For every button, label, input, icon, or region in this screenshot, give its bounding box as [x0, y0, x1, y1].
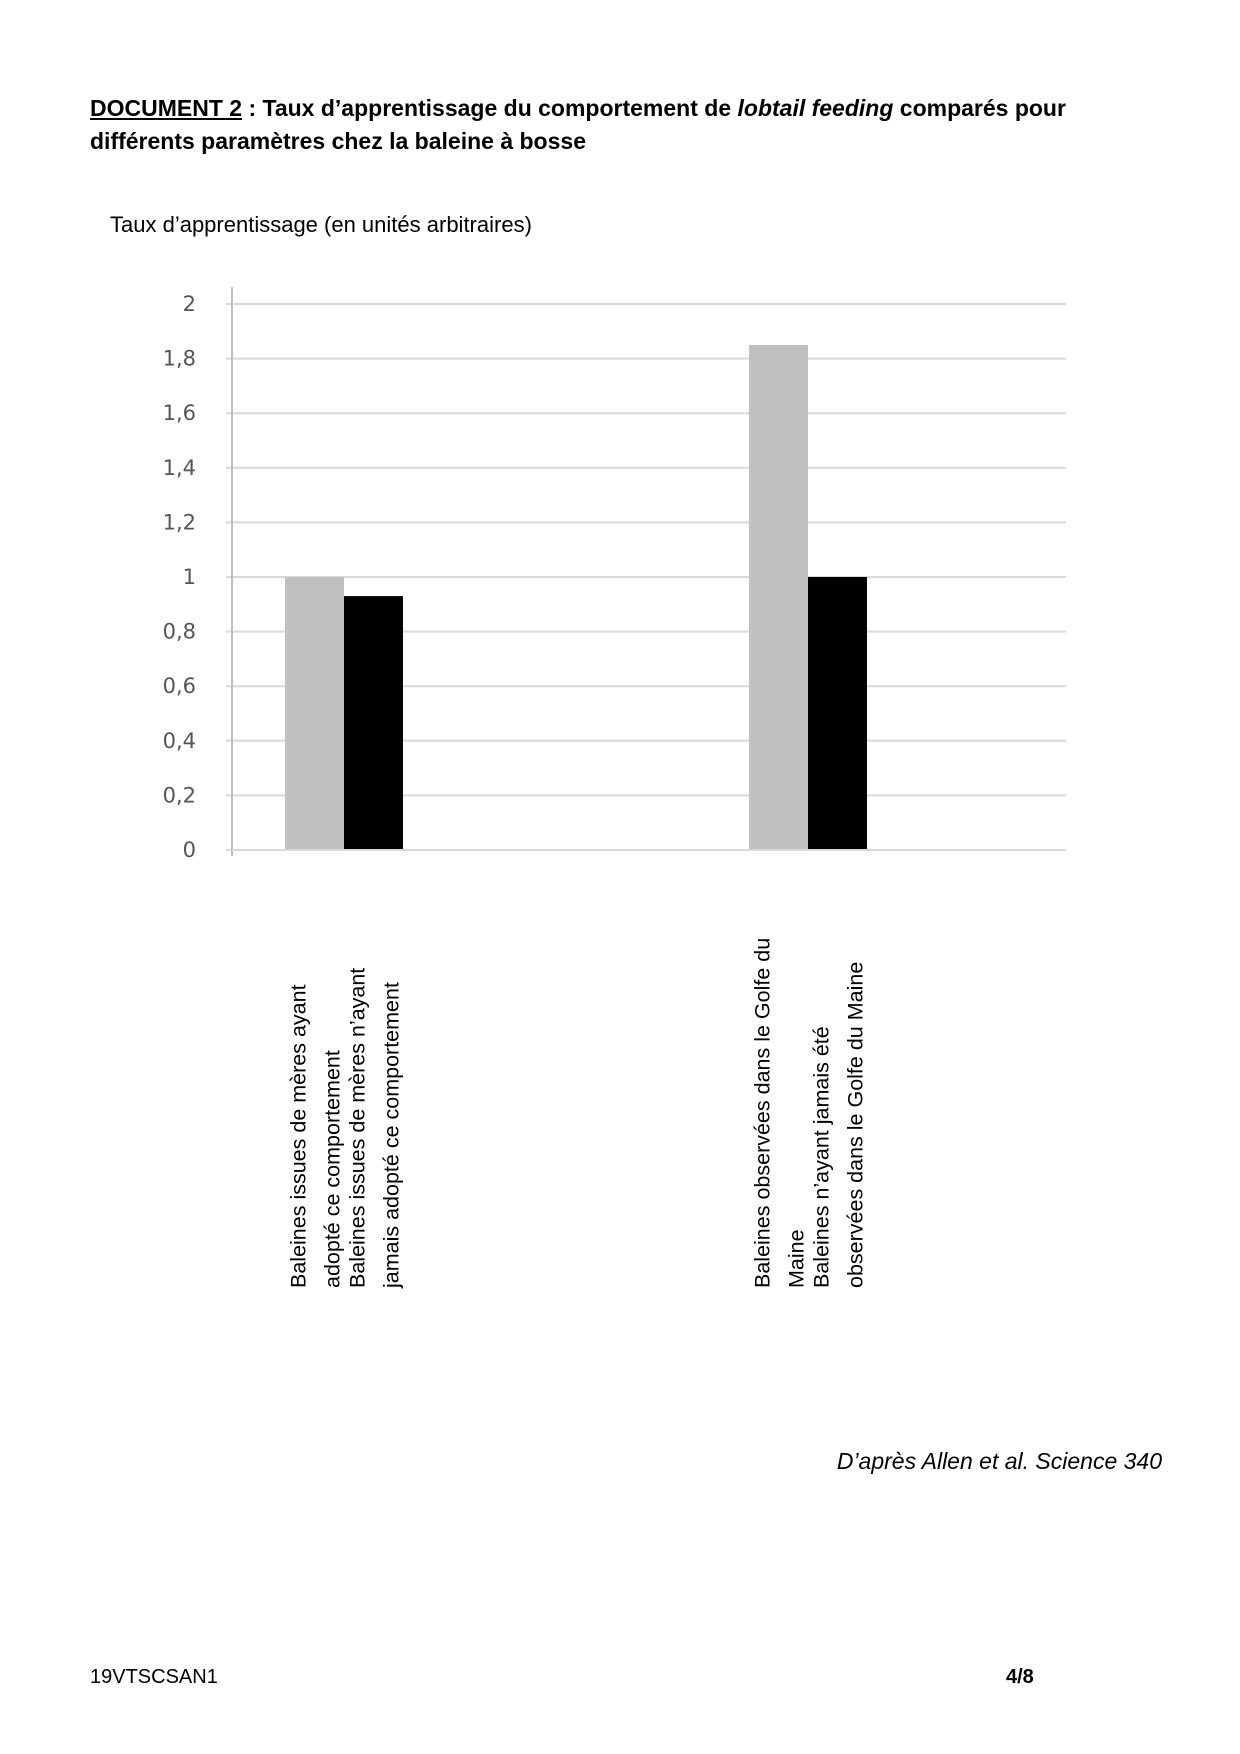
bar: [285, 577, 344, 850]
title-text-2: comparés pour différents paramètres chez la baleine à bosse: [90, 95, 1066, 154]
y-tick-label: 0,4: [162, 728, 196, 753]
category-label-line: adopté ce comportement: [320, 1050, 345, 1288]
title-text-1: : Taux d’apprentissage du comportement de: [242, 95, 738, 121]
category-label-line: Baleines issues de mères ayant: [286, 984, 311, 1288]
y-tick-label: 1,2: [162, 510, 196, 535]
category-label-line: Baleines observées dans le Golfe du: [750, 937, 775, 1288]
category-label-line: observées dans le Golfe du Maine: [843, 961, 868, 1288]
y-tick-label: 2: [182, 292, 196, 316]
y-axis-label: Taux d’apprentissage (en unités arbitraires): [110, 212, 532, 237]
document-label: DOCUMENT 2: [90, 95, 243, 121]
category-label-line: Maine: [784, 1229, 809, 1288]
y-tick-label: 0,2: [162, 783, 196, 808]
y-tick-label: 1,4: [162, 455, 196, 480]
bar: [749, 345, 808, 850]
category-label-line: jamais adopté ce comportement: [379, 982, 404, 1288]
y-tick-label: 0,8: [162, 619, 196, 644]
category-label-line: Baleines issues de mères n’ayant: [345, 967, 370, 1288]
category-label: [287, 984, 345, 1288]
exam-code: 19VTSCSAN1: [90, 1666, 218, 1688]
category-label: [810, 962, 868, 1288]
bar: [808, 577, 867, 850]
y-tick-label: 1: [182, 565, 196, 589]
title-italic-term: lobtail feeding: [737, 95, 894, 121]
category-label-line: Baleines n’ayant jamais été: [809, 1026, 834, 1288]
y-tick-label: 0: [182, 838, 196, 862]
bar: [344, 596, 403, 850]
y-tick-label: 1,8: [162, 346, 196, 371]
source-citation: D’après Allen et al. Science 340: [836, 1448, 1162, 1474]
page-number: 4/8: [1006, 1666, 1034, 1688]
category-label: [751, 938, 809, 1288]
y-tick-label: 0,6: [162, 674, 196, 699]
category-label: [346, 968, 404, 1289]
y-tick-label: 1,6: [162, 401, 196, 426]
